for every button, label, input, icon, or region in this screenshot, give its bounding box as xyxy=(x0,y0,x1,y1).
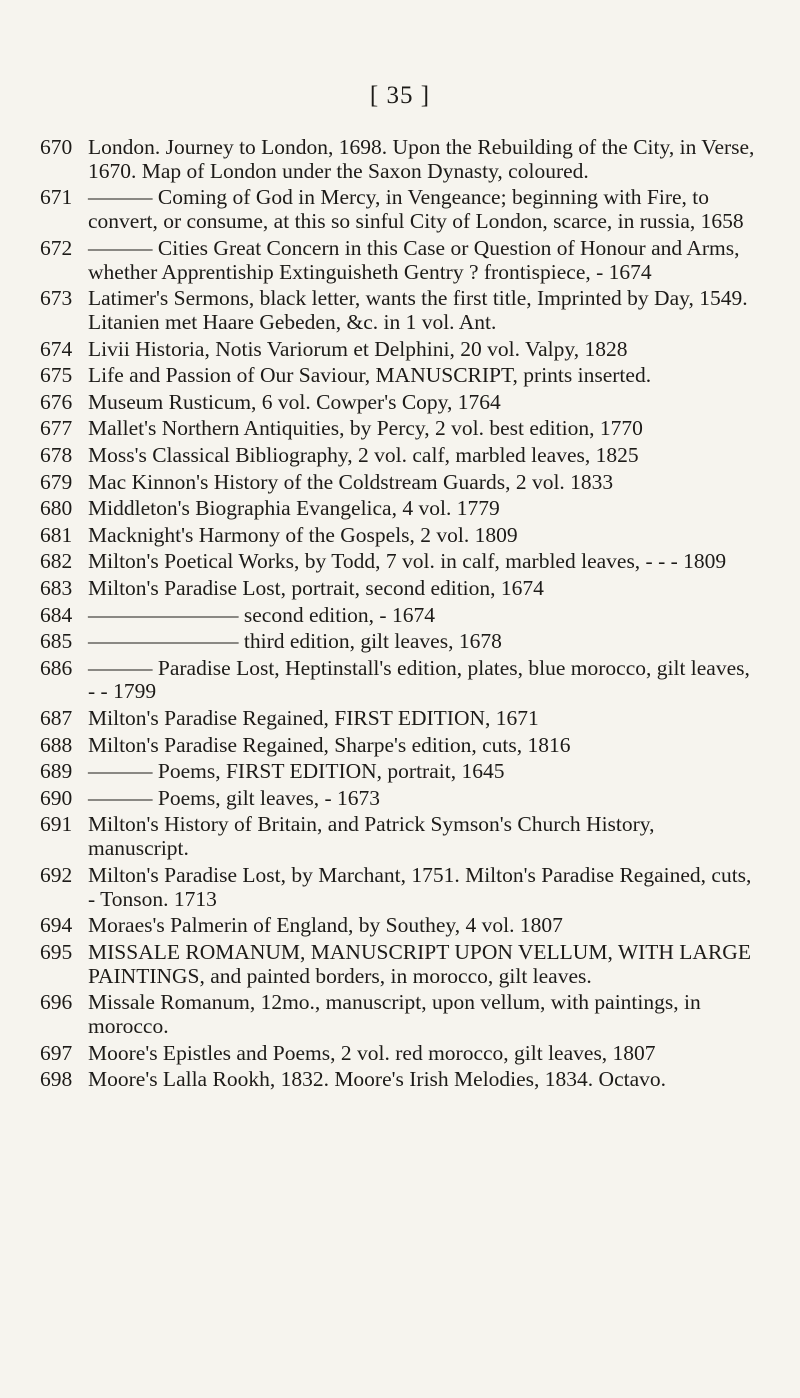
entry-text: ——— Poems, gilt leaves, - 1673 xyxy=(88,785,381,810)
catalog-entry xyxy=(40,391,760,415)
catalog-entry xyxy=(40,630,760,654)
catalog-entry xyxy=(40,417,760,441)
catalog-entry xyxy=(40,657,760,705)
catalog-entry xyxy=(40,914,760,938)
entry-text: Moraes's Palmerin of England, by Southey, 4 vol. 1807 xyxy=(88,913,563,938)
entry-number: 670 xyxy=(40,135,73,159)
catalog-entry xyxy=(40,186,760,234)
catalog-list xyxy=(40,136,760,1095)
entry-text: Milton's Paradise Regained, FIRST EDITION, 1671 xyxy=(88,706,539,731)
catalog-entry xyxy=(40,237,760,285)
entry-text: Mac Kinnon's History of the Coldstream Guards, 2 vol. 1833 xyxy=(88,469,614,494)
catalog-entry xyxy=(40,524,760,548)
entry-text: Milton's Paradise Regained, Sharpe's edition, cuts, 1816 xyxy=(88,732,571,757)
entry-text: ——— Coming of God in Mercy, in Vengeance; beginning with Fire, to convert, or consume, at this so sinful City of London, scarce, in russia, 1658 xyxy=(88,185,744,234)
catalog-entry xyxy=(40,991,760,1039)
catalog-entry xyxy=(40,813,760,861)
catalog-entry xyxy=(40,577,760,601)
entry-text: ——— Cities Great Concern in this Case or Question of Honour and Arms, whether Apprentiship Extinguisheth Gentry ? frontispiece, - 1674 xyxy=(88,235,740,284)
entry-text: Livii Historia, Notis Variorum et Delphini, 20 vol. Valpy, 1828 xyxy=(88,336,628,361)
entry-text: Life and Passion of Our Saviour, MANUSCRIPT, prints inserted. xyxy=(88,363,652,388)
catalog-entry xyxy=(40,1068,760,1092)
catalog-entry xyxy=(40,287,760,335)
entry-text: Mallet's Northern Antiquities, by Percy, 2 vol. best edition, 1770 xyxy=(88,416,643,441)
entry-number: 695 xyxy=(40,939,73,964)
catalog-entry xyxy=(40,864,760,912)
page-number: [ 35 ] xyxy=(369,82,431,109)
entry-number: 686 xyxy=(40,655,73,680)
entry-number: 689 xyxy=(40,759,73,784)
entry-number: 691 xyxy=(40,812,73,837)
entry-text: MISSALE ROMANUM, MANUSCRIPT UPON VELLUM, WITH LARGE PAINTINGS, and painted borders, in morocco, gilt leaves. xyxy=(88,939,751,988)
catalog-entry xyxy=(40,364,760,388)
catalog-entry xyxy=(40,550,760,574)
catalog-entry xyxy=(40,444,760,468)
entry-text: Milton's Paradise Lost, portrait, second edition, 1674 xyxy=(88,575,544,600)
entry-text: Milton's Poetical Works, by Todd, 7 vol. in calf, marbled leaves, - - - 1809 xyxy=(88,549,727,574)
entry-text: ——— Poems, FIRST EDITION, portrait, 1645 xyxy=(88,759,505,784)
entry-text: ——————— second edition, - 1674 xyxy=(88,602,435,627)
entry-number: 688 xyxy=(40,732,73,757)
entry-number: 680 xyxy=(40,496,73,521)
entry-number: 692 xyxy=(40,862,73,887)
entry-number: 684 xyxy=(40,602,73,627)
entry-text: Moore's Epistles and Poems, 2 vol. red morocco, gilt leaves, 1807 xyxy=(88,1040,656,1065)
catalog-entry xyxy=(40,497,760,521)
entry-number: 677 xyxy=(40,416,73,441)
entry-number: 678 xyxy=(40,442,73,467)
entry-number: 672 xyxy=(40,235,73,260)
entry-text: Milton's History of Britain, and Patrick Symson's Church History, manuscript. xyxy=(88,812,655,861)
entry-number: 682 xyxy=(40,549,73,574)
entry-number: 696 xyxy=(40,990,73,1015)
catalog-entry xyxy=(40,787,760,811)
entry-text: ——————— third edition, gilt leaves, 1678 xyxy=(88,629,502,654)
entry-number: 683 xyxy=(40,575,73,600)
catalog-entry xyxy=(40,136,760,184)
entry-number: 679 xyxy=(40,469,73,494)
entry-text: Middleton's Biographia Evangelica, 4 vol. 1779 xyxy=(88,496,500,521)
entry-number: 675 xyxy=(40,363,73,388)
entry-number: 697 xyxy=(40,1040,73,1065)
entry-text: Moss's Classical Bibliography, 2 vol. calf, marbled leaves, 1825 xyxy=(88,442,639,467)
entry-text: Milton's Paradise Lost, by Marchant, 1751. Milton's Paradise Regained, cuts, - Tonson. 1713 xyxy=(88,862,752,911)
entry-number: 698 xyxy=(40,1067,73,1092)
catalog-entry xyxy=(40,604,760,628)
entry-number: 690 xyxy=(40,785,73,810)
catalog-entry xyxy=(40,734,760,758)
entry-text: Missale Romanum, 12mo., manuscript, upon vellum, with paintings, in morocco. xyxy=(88,990,701,1039)
entry-number: 671 xyxy=(40,185,73,210)
catalog-entry xyxy=(40,338,760,362)
entry-text: London. Journey to London, 1698. Upon the Rebuilding of the City, in Verse, 1670. Map of London under the Saxon Dynasty, coloured. xyxy=(88,135,755,183)
catalog-entry xyxy=(40,941,760,989)
entry-number: 685 xyxy=(40,629,73,654)
entry-number: 673 xyxy=(40,286,73,311)
entry-number: 694 xyxy=(40,913,73,938)
entry-text: Latimer's Sermons, black letter, wants the first title, Imprinted by Day, 1549. Litanien met Haare Gebeden, &c. in 1 vol. Ant. xyxy=(88,286,748,334)
catalog-entry xyxy=(40,760,760,784)
catalog-entry xyxy=(40,707,760,731)
catalog-entry xyxy=(40,471,760,495)
entry-text: Moore's Lalla Rookh, 1832. Moore's Irish Melodies, 1834. Octavo. xyxy=(88,1067,667,1092)
entry-text: ——— Paradise Lost, Heptinstall's edition, plates, blue morocco, gilt leaves, - - 1799 xyxy=(88,655,750,704)
entry-number: 676 xyxy=(40,389,73,414)
entry-number: 687 xyxy=(40,706,73,731)
entry-number: 674 xyxy=(40,336,73,361)
entry-text: Museum Rusticum, 6 vol. Cowper's Copy, 1764 xyxy=(88,389,501,414)
entry-number: 681 xyxy=(40,522,73,547)
entry-text: Macknight's Harmony of the Gospels, 2 vol. 1809 xyxy=(88,522,518,547)
catalog-entry xyxy=(40,1042,760,1066)
